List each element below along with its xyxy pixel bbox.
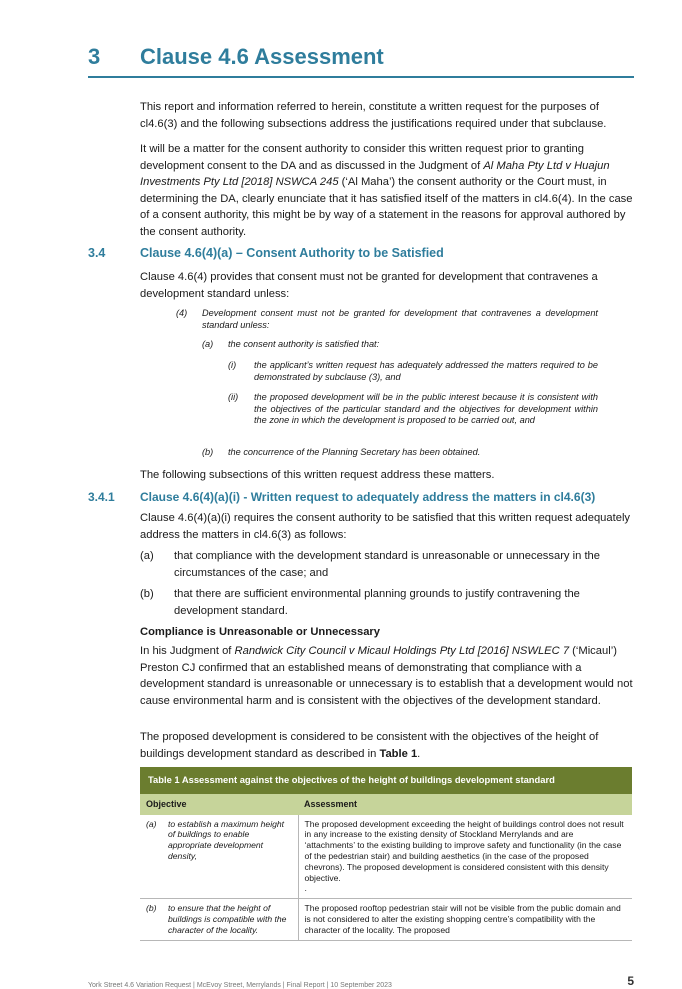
- table-reference: Table 1: [379, 747, 418, 760]
- case-citation: Al Maha Pty Ltd v Huajun Investments Pty Ltd [2018] NSWCA 245: [140, 159, 610, 188]
- section-title: Clause 4.6 Assessment: [140, 44, 384, 69]
- section-3-4-1-paragraph-3: The proposed development is considered to be consistent with the objectives of the height of buildings development standard as described in Table 1.: [140, 731, 599, 760]
- subsection-heading-3-4: [88, 246, 444, 260]
- section-3-4-1-paragraph-1: Clause 4.6(4)(a)(i) requires the consent authority to be satisfied that this written request adequately address the matters in cl4.6(3) as follows:: [140, 512, 631, 541]
- page-number: 5: [627, 974, 634, 988]
- objective-cell: (b) to ensure that the height of buildings is compatible with the character of the locality.: [140, 899, 298, 940]
- subsection-title: Clause 4.6(4)(a)(i) - Written request to adequately address the matters in cl4.6(3): [140, 490, 596, 504]
- table-1: [140, 767, 632, 941]
- table-row: [140, 899, 632, 940]
- table-caption: Table 1 Assessment against the objectives of the height of buildings development standard: [140, 767, 632, 794]
- column-header-assessment: Assessment: [298, 794, 632, 815]
- assessment-cell: The proposed development exceeding the height of buildings control does not result in any increase to the existing density of Stockland Merrylands and are ‘attachments’ to the existing building to improve safety and functionality (in the case of the pedestrian stair) and building aesthetics (in the case of the proposed chevrons). The proposed development is considered consistent with this density objective. .: [298, 815, 632, 899]
- section-3-4-paragraph-1: Clause 4.6(4) provides that consent must not be granted for development that contravenes a development standard unless:: [140, 271, 598, 300]
- section-3-4-1-paragraph-2: In his Judgment of Randwick City Council v Micaul Holdings Pty Ltd [2016] NSWLEC 7 (‘Micaul’) Preston CJ confirmed that an established means of demonstrating that compliance with a development standard is unreasonable or unnecessary is to establish that a development would not cause environmental harm and is consistent with the objectives of the development standard.: [140, 645, 633, 707]
- subsection-number: 3.4.1: [88, 490, 115, 504]
- column-header-objective: Objective: [140, 794, 298, 815]
- case-citation: Randwick City Council v Micaul Holdings Pty Ltd [2016] NSWLEC 7: [234, 645, 570, 657]
- section-3-4-paragraph-2: The following subsections of this written request address these matters.: [140, 469, 495, 481]
- page-footer: [88, 974, 634, 989]
- assessment-cell: The proposed rooftop pedestrian stair will not be visible from the public domain and is not considered to alter the existing shopping centre’s compatibility with the character of the locality. The proposed: [298, 899, 632, 940]
- section-heading: [88, 40, 634, 78]
- objective-cell: (a) to establish a maximum height of buildings to enable appropriate development density,: [140, 815, 298, 899]
- section-number: 3: [88, 44, 101, 69]
- subheading-compliance: Compliance is Unreasonable or Unnecessary: [140, 626, 381, 638]
- footer-text: York Street 4.6 Variation Request | McEvoy Street, Merrylands | Final Report | 10 September 2023: [88, 982, 392, 989]
- subsection-number: 3.4: [88, 246, 106, 260]
- intro-paragraph-1: This report and information referred to herein, constitute a written request for the purposes of cl4.6(3) and the following subsections address the justifications required under that subclause.: [140, 101, 607, 130]
- table-row: [140, 815, 632, 899]
- document-page: 3 Clause 4.6 Assessment This report and information referred to herein, constitute a written request for the purposes of cl4.6(3) and the following subsections address the justifications required under that subclause. It will be a matter for the consent authority to consider this written request prior to granting development consent to the DA and as discussed in the Judgment of Al Maha Pty Ltd v Huajun Investments Pty Ltd [2018] NSWCA 245 (‘Al Maha’) the consent authority or the Court must, in determining the DA, clearly enunciate that it has satisfied itself of the matters in cl4.6(4). In the case of a consent authority, this might be by way of a statement in the reasons for approval authored by the consent authority. 3.4 Clause 4.6(4)(a) – Consent Authority to be Satisfied Clause 4.6(4) provides that consent must not be granted for development that contravenes a development standard unless: (4) Development consent must not be granted for development that contravenes a development standard unless: (a) the consent authority is satisfied that: (i) the applicant’s written request has adequately addressed the matters required to be demonstrated by subclause (3), and (ii) the proposed development will be in the public interest because it is consistent with the objectives of the particular standard and the objectives for development within the zone in which the development is proposed to be carried out, and (b) the concurrence of the Planning Secretary has been obtained. The following subsections of this written request address these matters. 3.4.1 Clause 4.6(4)(a)(i) - Written request to adequately address the matters in cl4.6(3) Clause 4.6(4)(a)(i) requires the consent authority to be satisfied that this written request adequately address the matters in cl4.6(3) as follows: (a) that compliance with the development standard is unreasonable or unnecessary in the circumstances of the case; and (b) that there are sufficient environmental planning grounds to justify contravening the development standard. Compliance is Unreasonable or Unnecessary In his Judgment of Randwick City Council v Micaul Holdings Pty Ltd [2016] NSWLEC 7 (‘Micaul’) Preston CJ confirmed that an established means of demonstrating that compliance with a development standard is unreasonable or unnecessary is to establish that a development would not cause environmental harm and is consistent with the objectives of the development standard. The proposed development is considered to be consistent with the objectives of the height of buildings development standard as described in Table 1. Table 1 Assessment against the objectives of the height of buildings development standard Objective Assessment (a) to establish a maximum height of buildings to enable appropriate development density, The proposed development exceeding the height of buildings control does not result in any increase to the existing density of Stockland Merrylands and are ‘attachments’ to the existing building to improve safety and functionality (in the case of the pedestrian stair) and building aesthetics (in the case of the proposed chevrons). The proposed development is considered consistent with this density objective. . (b) to ensure that the height of buildings is compatible with the character of the locality. The proposed rooftop pedestrian stair will not be visible from the public domain and is not considered to alter the existing shopping centre’s compatibility with the character of the locality. The proposed York Street 4.6 Variation Request | McEvoy Street, Merrylands | Final Report | 10 September 2023 5: [0, 0, 682, 989]
- subsection-heading-3-4-1: [88, 490, 596, 504]
- intro-paragraph-2: It will be a matter for the consent authority to consider this written request prior to granting development consent to the DA and as discussed in the Judgment of Al Maha Pty Ltd v Huajun Investments Pty Ltd [2018] NSWCA 245 (‘Al Maha’) the consent authority or the Court must, in determining the DA, clearly enunciate that it has satisfied itself of the matters in cl4.6(4). In the case of a consent authority, this might be by way of a statement in the reasons for approval authored by the consent authority.: [140, 143, 633, 238]
- subsection-title: Clause 4.6(4)(a) – Consent Authority to be Satisfied: [140, 246, 444, 260]
